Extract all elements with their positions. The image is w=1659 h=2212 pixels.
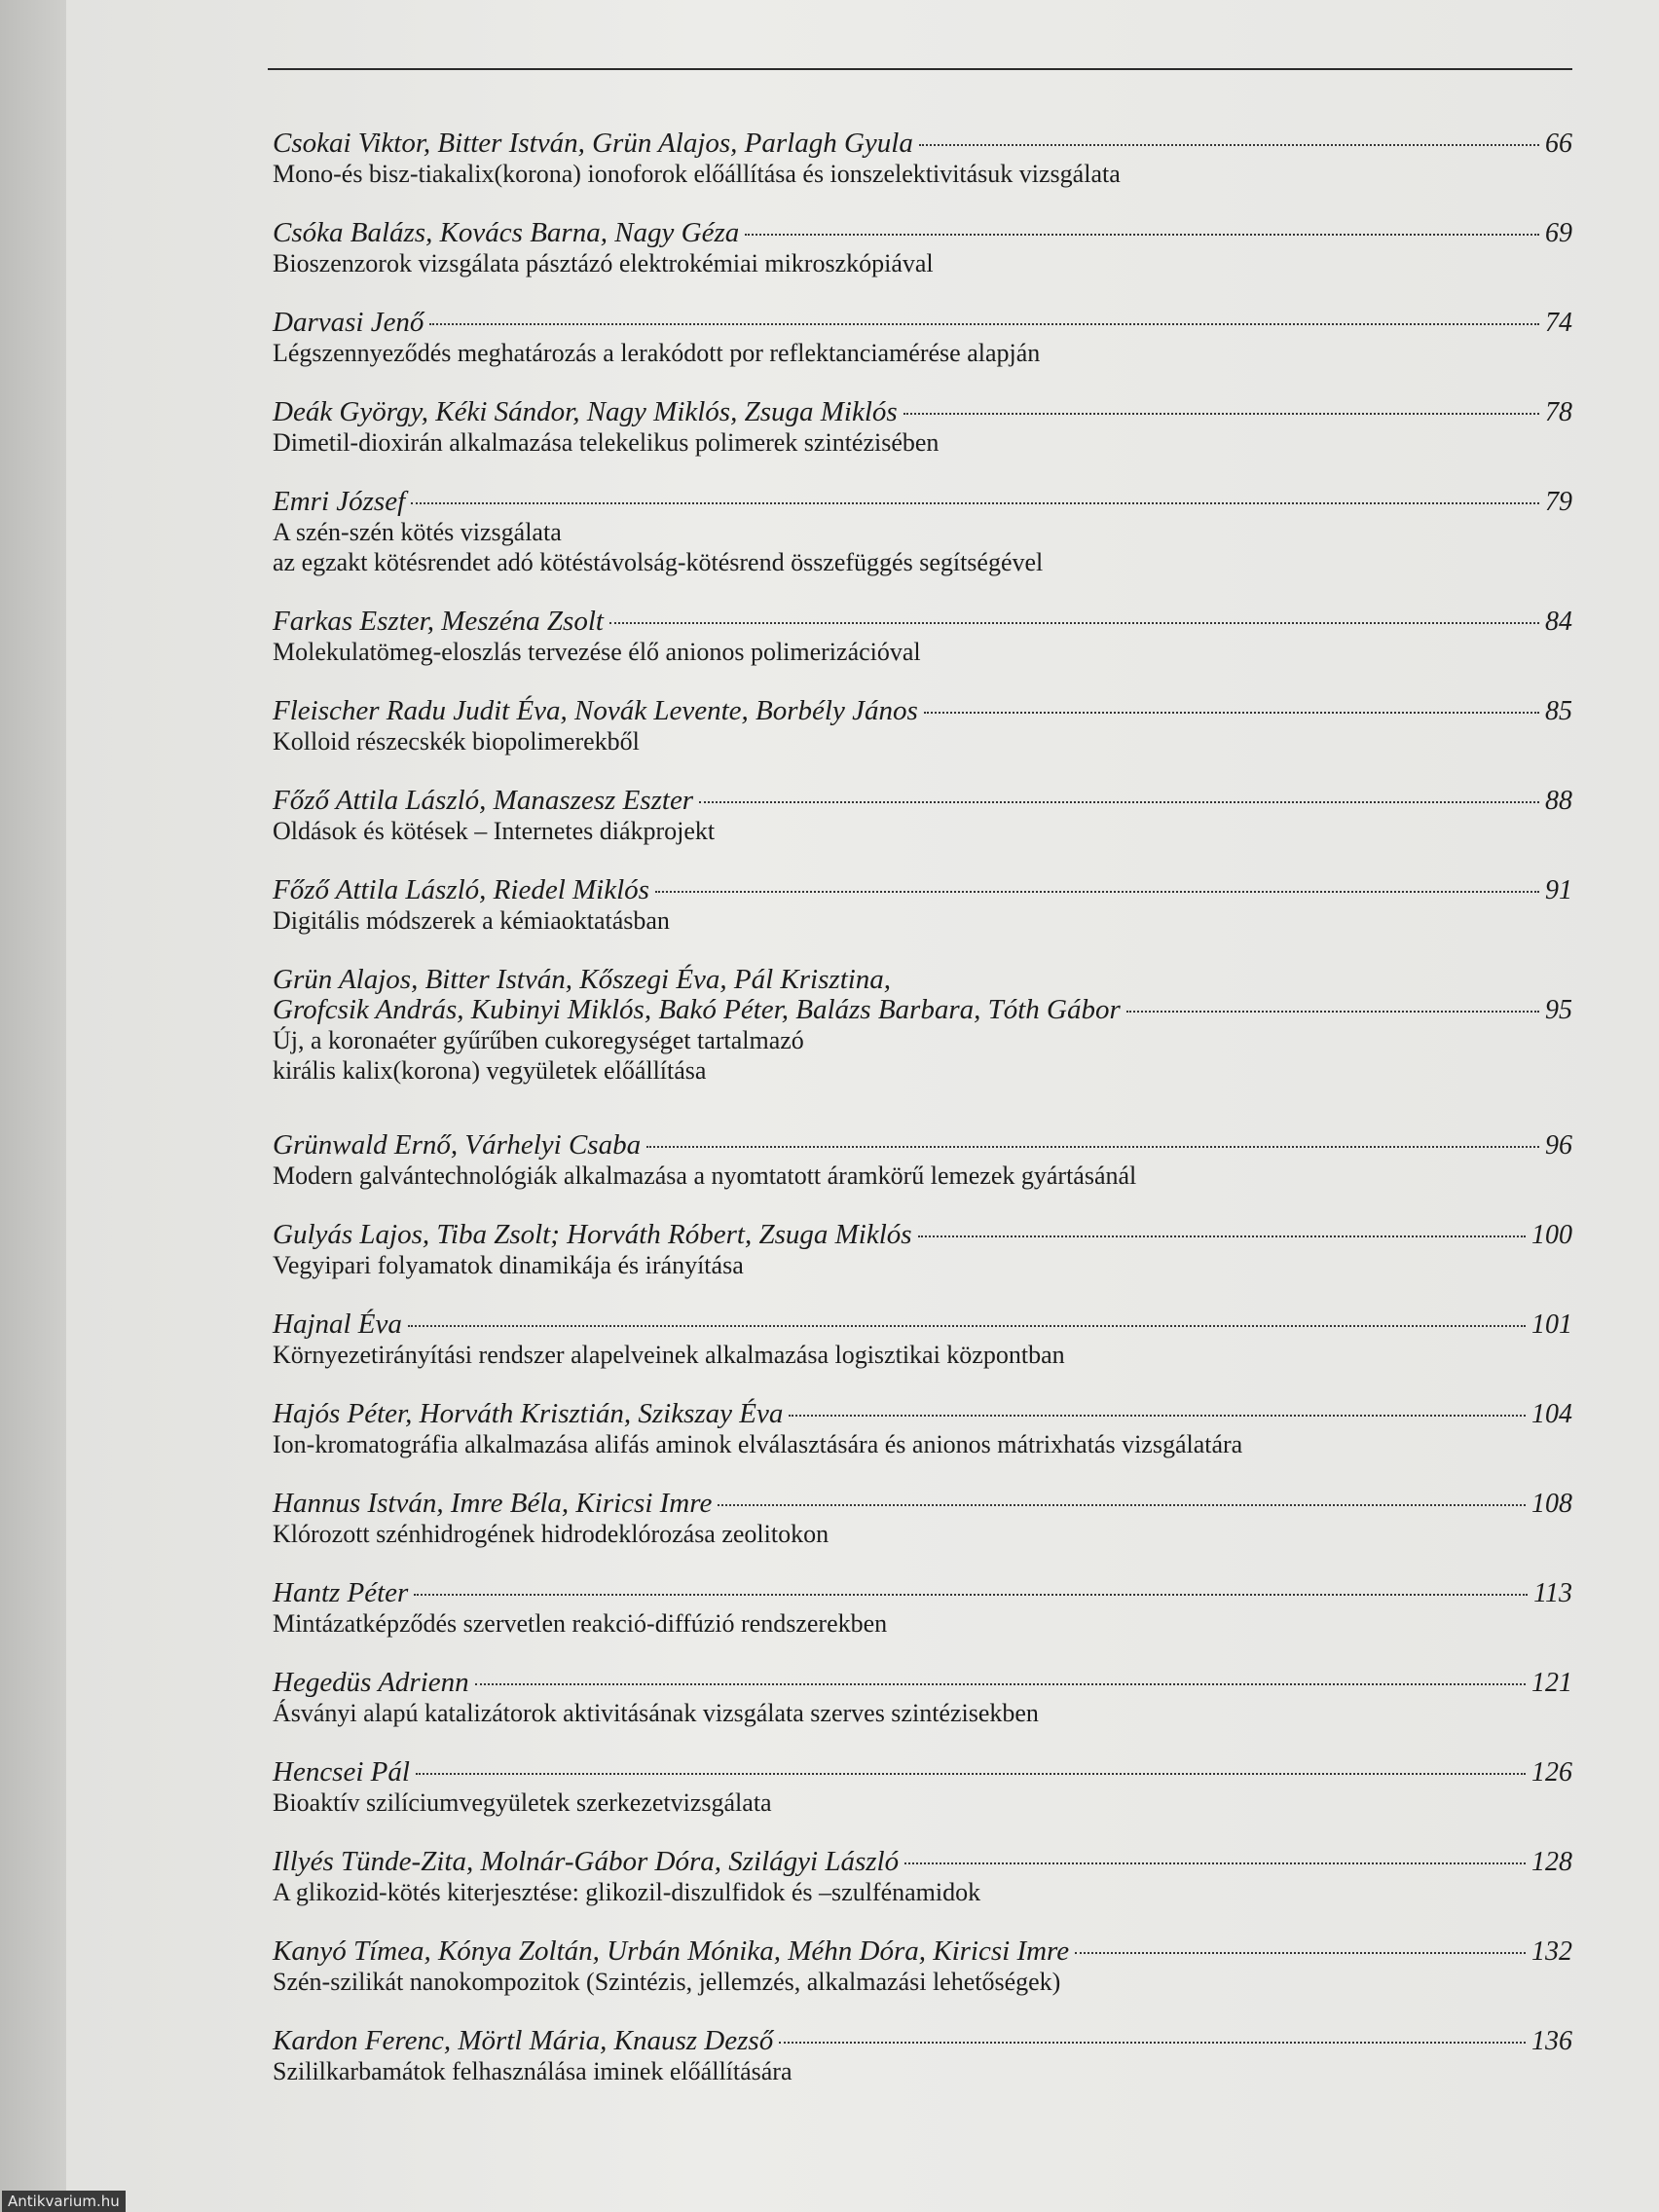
toc-entry-title: Digitális módszerek a kémiaoktatásban [273,906,670,935]
toc-entry-page-number: 96 [1545,1130,1572,1161]
toc-entry-authors: Kardon Ferenc, Mörtl Mária, Knausz Dezső [273,2025,774,2056]
toc-entry-page-number: 101 [1531,1309,1572,1340]
toc-entry-title: A szén-szén kötés vizsgálata [273,518,562,546]
toc-entry-authors: Gulyás Lajos, Tiba Zsolt; Horváth Róbert, Zsuga Miklós [273,1219,912,1250]
toc-entry-title: Oldások és kötések – Internetes diákprojekt [273,817,716,845]
toc-entry-page-number: 88 [1545,786,1572,816]
dot-leader [904,1862,1526,1864]
toc-entry-page-number: 121 [1531,1668,1572,1698]
toc-entry-authors: Grün Alajos, Bitter István, Kőszegi Éva, Pál Krisztina, [273,964,892,995]
toc-entry-authors: Hencsei Pál [273,1756,410,1788]
toc-entry [273,1847,1572,1936]
toc-entry-authors: Hajós Péter, Horváth Krisztián, Szikszay Éva [273,1398,784,1429]
toc-entry-authors: Deák György, Kéki Sándor, Nagy Miklós, Zsuga Miklós [273,396,898,427]
toc-entry [273,2026,1572,2116]
dot-leader [919,144,1539,146]
toc-entry [273,129,1572,218]
toc-entry-authors: Emri József [273,486,406,517]
toc-entry [273,965,1572,1130]
dot-leader [609,622,1539,624]
page-gutter-shadow [0,0,66,2212]
toc-entry-authors: Csóka Balázs, Kovács Barna, Nagy Géza [273,217,740,248]
toc-entry [273,786,1572,875]
toc-entry-authors: Kanyó Tímea, Kónya Zoltán, Urbán Mónika, Méhn Dóra, Kiricsi Imre [273,1936,1070,1967]
toc-entry-title: Mintázatképződés szervetlen reakció-diffúzió rendszerekben [273,1609,888,1638]
toc-entry-title: Mono-és bisz-tiakalix(korona) ionoforok előállítása és ionszelektivitásuk vizsgálata [273,160,1121,188]
toc-entry [273,397,1572,487]
toc-entry-page-number: 69 [1545,218,1572,248]
toc-entry-title: Klórozott szénhidrogének hidrodeklórozása zeolitokon [273,1520,830,1548]
toc-entry-title: Szililkarbamátok felhasználása iminek előállítására [273,2057,793,2085]
toc-entry-page-number: 136 [1531,2026,1572,2056]
toc-entry-title: az egzakt kötésrendet adó kötéstávolság-kötésrend összefüggés segítségével [273,548,1044,576]
dot-leader [646,1146,1539,1148]
toc-entry-title: Légszennyeződés meghatározás a lerakódott por reflektanciamérése alapján [273,339,1041,367]
toc-entry-page-number: 74 [1545,308,1572,338]
toc-entry-page-number: 128 [1531,1847,1572,1877]
toc-entry-title: Környezetirányítási rendszer alapelveinek alkalmazása logisztikai központban [273,1341,1065,1369]
toc-entry-page-number: 91 [1545,875,1572,905]
dot-leader [429,323,1539,325]
toc-entry [273,1757,1572,1847]
toc-entry-authors: Hajnal Éva [273,1309,402,1340]
toc-entry-title: királis kalix(korona) vegyületek előállítása [273,1056,707,1085]
toc-entry [273,1399,1572,1489]
toc-entry-title: Kolloid részecskék biopolimerekből [273,727,640,756]
dot-leader [924,712,1539,714]
toc-entry-title: Dimetil-dioxirán alkalmazása telekelikus polimerek szintézisében [273,428,940,457]
toc-entry-authors: Fleischer Radu Judit Éva, Novák Levente, Borbély János [273,695,918,726]
toc-entry-title: Vegyipari folyamatok dinamikája és irányítása [273,1251,744,1279]
dot-leader [903,413,1539,415]
toc-entry-authors: Hannus István, Imre Béla, Kiricsi Imre [273,1488,713,1519]
toc-entry-page-number: 78 [1545,397,1572,427]
table-of-contents [273,129,1572,2116]
toc-entry [273,1220,1572,1309]
toc-entry-authors: Főző Attila László, Manaszesz Eszter [273,785,694,816]
toc-entry-authors: Főző Attila László, Riedel Miklós [273,874,649,905]
toc-entry-page-number: 126 [1531,1757,1572,1788]
dot-leader [1126,1011,1539,1013]
toc-entry [273,1489,1572,1578]
dot-leader [475,1683,1526,1685]
dot-leader [789,1415,1526,1417]
toc-entry-authors: Darvasi Jenő [273,307,424,338]
dot-leader [655,891,1539,893]
toc-entry-authors: Farkas Eszter, Meszéna Zsolt [273,606,604,637]
toc-entry-page-number: 84 [1545,607,1572,637]
toc-entry-title: Bioszenzorok vizsgálata pásztázó elektrokémiai mikroszkópiával [273,249,934,277]
dot-leader [745,234,1539,236]
toc-entry-authors: Illyés Tünde-Zita, Molnár-Gábor Dóra, Szilágyi László [273,1846,900,1877]
toc-entry-page-number: 85 [1545,696,1572,726]
toc-entry-page-number: 104 [1531,1399,1572,1429]
toc-entry-authors: Grünwald Ernő, Várhelyi Csaba [273,1129,642,1161]
dot-leader [918,1235,1526,1237]
dot-leader [414,1594,1528,1596]
dot-leader [408,1325,1526,1327]
dot-leader [411,502,1539,504]
toc-entry-page-number: 100 [1531,1220,1572,1250]
toc-entry-authors: Hegedüs Adrienn [273,1667,469,1698]
dot-leader [416,1773,1526,1775]
toc-entry-title: Új, a koronaéter gyűrűben cukoregységet tartalmazó [273,1026,804,1054]
toc-entry [273,696,1572,786]
toc-entry-title: Molekulatömeg-eloszlás tervezése élő anionos polimerizációval [273,638,921,666]
toc-entry-page-number: 113 [1533,1578,1572,1608]
toc-entry-page-number: 79 [1545,487,1572,517]
toc-entry-authors: Csokai Viktor, Bitter István, Grün Alajos, Parlagh Gyula [273,128,913,159]
toc-entry-authors: Grofcsik András, Kubinyi Miklós, Bakó Péter, Balázs Barbara, Tóth Gábor [273,994,1121,1025]
toc-entry [273,1668,1572,1757]
toc-entry [273,1130,1572,1220]
dot-leader [779,2042,1526,2044]
toc-entry-title: A glikozid-kötés kiterjesztése: glikozil-diszulfidok és –szulfénamidok [273,1878,981,1906]
toc-entry [273,875,1572,965]
toc-entry-title: Ásványi alapú katalizátorok aktivitásának vizsgálata szerves szintézisekben [273,1699,1039,1727]
toc-entry-title: Ion-kromatográfia alkalmazása alifás aminok elválasztására és anionos mátrixhatás vizsgálatára [273,1430,1243,1458]
toc-entry [273,487,1572,607]
dot-leader [699,801,1539,803]
toc-entry [273,308,1572,397]
toc-entry-page-number: 108 [1531,1489,1572,1519]
toc-entry-authors: Hantz Péter [273,1577,409,1608]
toc-entry-page-number: 95 [1545,995,1572,1025]
toc-entry-page-number: 132 [1531,1936,1572,1967]
toc-entry [273,1309,1572,1399]
toc-entry-title: Szén-szilikát nanokompozitok (Szintézis, jellemzés, alkalmazási lehetőségek) [273,1968,1061,1996]
header-rule [268,68,1572,70]
toc-entry-page-number: 66 [1545,129,1572,159]
dot-leader [718,1504,1526,1506]
toc-entry [273,218,1572,308]
toc-entry [273,1578,1572,1668]
toc-entry [273,607,1572,696]
toc-entry-title: Bioaktív szilíciumvegyületek szerkezetvizsgálata [273,1788,772,1817]
toc-entry-title: Modern galvántechnológiák alkalmazása a nyomtatott áramkörű lemezek gyártásánál [273,1161,1137,1190]
toc-entry [273,1936,1572,2026]
dot-leader [1075,1952,1526,1954]
watermark-label: Antikvarium.hu [2,2191,126,2212]
